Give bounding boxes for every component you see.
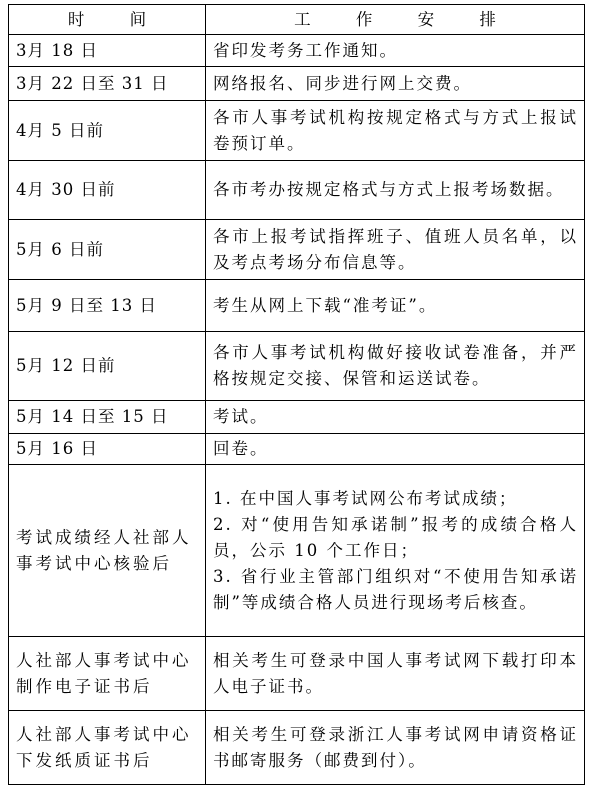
table-row — [9, 401, 585, 434]
task-column-header: 工 作 安 排 — [206, 5, 585, 35]
task-cell: 相关考生可登录浙江人事考试网申请资格证书邮寄服务（邮费到付）。 — [206, 711, 585, 785]
task-cell: 各市上报考试指挥班子、值班人员名单，以及考点考场分布信息等。 — [206, 220, 585, 280]
task-cell: 省印发考务工作通知。 — [206, 35, 585, 67]
task-cell: 各市考办按规定格式与方式上报考场数据。 — [206, 161, 585, 220]
table-row — [9, 465, 585, 637]
schedule-table — [8, 4, 585, 785]
table-row — [9, 434, 585, 465]
table-row — [9, 332, 585, 401]
task-list-cell — [206, 465, 585, 637]
table-row — [9, 35, 585, 67]
task-cell: 考生从网上下载“准考证”。 — [206, 280, 585, 332]
time-cell: 5月 9 日至 13 日 — [9, 280, 206, 332]
time-column-header: 时 间 — [9, 5, 206, 35]
header-row — [9, 5, 585, 35]
time-cell: 5月 6 日前 — [9, 220, 206, 280]
table-row — [9, 637, 585, 711]
time-cell: 3月 18 日 — [9, 35, 206, 67]
task-cell: 各市人事考试机构按规定格式与方式上报试卷预订单。 — [206, 101, 585, 161]
time-cell: 3月 22 日至 31 日 — [9, 67, 206, 101]
task-cell: 网络报名、同步进行网上交费。 — [206, 67, 585, 101]
task-cell: 考试。 — [206, 401, 585, 434]
table-row — [9, 280, 585, 332]
task-cell: 相关考生可登录中国人事考试网下载打印本人电子证书。 — [206, 637, 585, 711]
table-row — [9, 711, 585, 785]
task-cell: 各市人事考试机构做好接收试卷准备，并严格按规定交接、保管和运送试卷。 — [206, 332, 585, 401]
time-cell: 5月 16 日 — [9, 434, 206, 465]
table-row — [9, 220, 585, 280]
time-cell: 人社部人事考试中心下发纸质证书后 — [9, 711, 206, 785]
time-cell: 5月 12 日前 — [9, 332, 206, 401]
time-cell: 4月 30 日前 — [9, 161, 206, 220]
time-cell: 5月 14 日至 15 日 — [9, 401, 206, 434]
task-list-item: 1. 在中国人事考试网公布考试成绩； — [213, 488, 518, 508]
task-cell: 回卷。 — [206, 434, 585, 465]
time-cell: 4月 5 日前 — [9, 101, 206, 161]
table-row — [9, 101, 585, 161]
table-row — [9, 67, 585, 101]
time-cell: 考试成绩经人社部人事考试中心核验后 — [9, 465, 206, 637]
task-list-item: 2. 对“使用告知承诺制”报考的成绩合格人员，公示 10 个工作日； — [213, 514, 578, 560]
time-cell: 人社部人事考试中心制作电子证书后 — [9, 637, 206, 711]
task-list-item: 3. 省行业主管部门组织对“不使用告知承诺制”等成绩合格人员进行现场考后核查。 — [213, 566, 578, 612]
table-row — [9, 161, 585, 220]
